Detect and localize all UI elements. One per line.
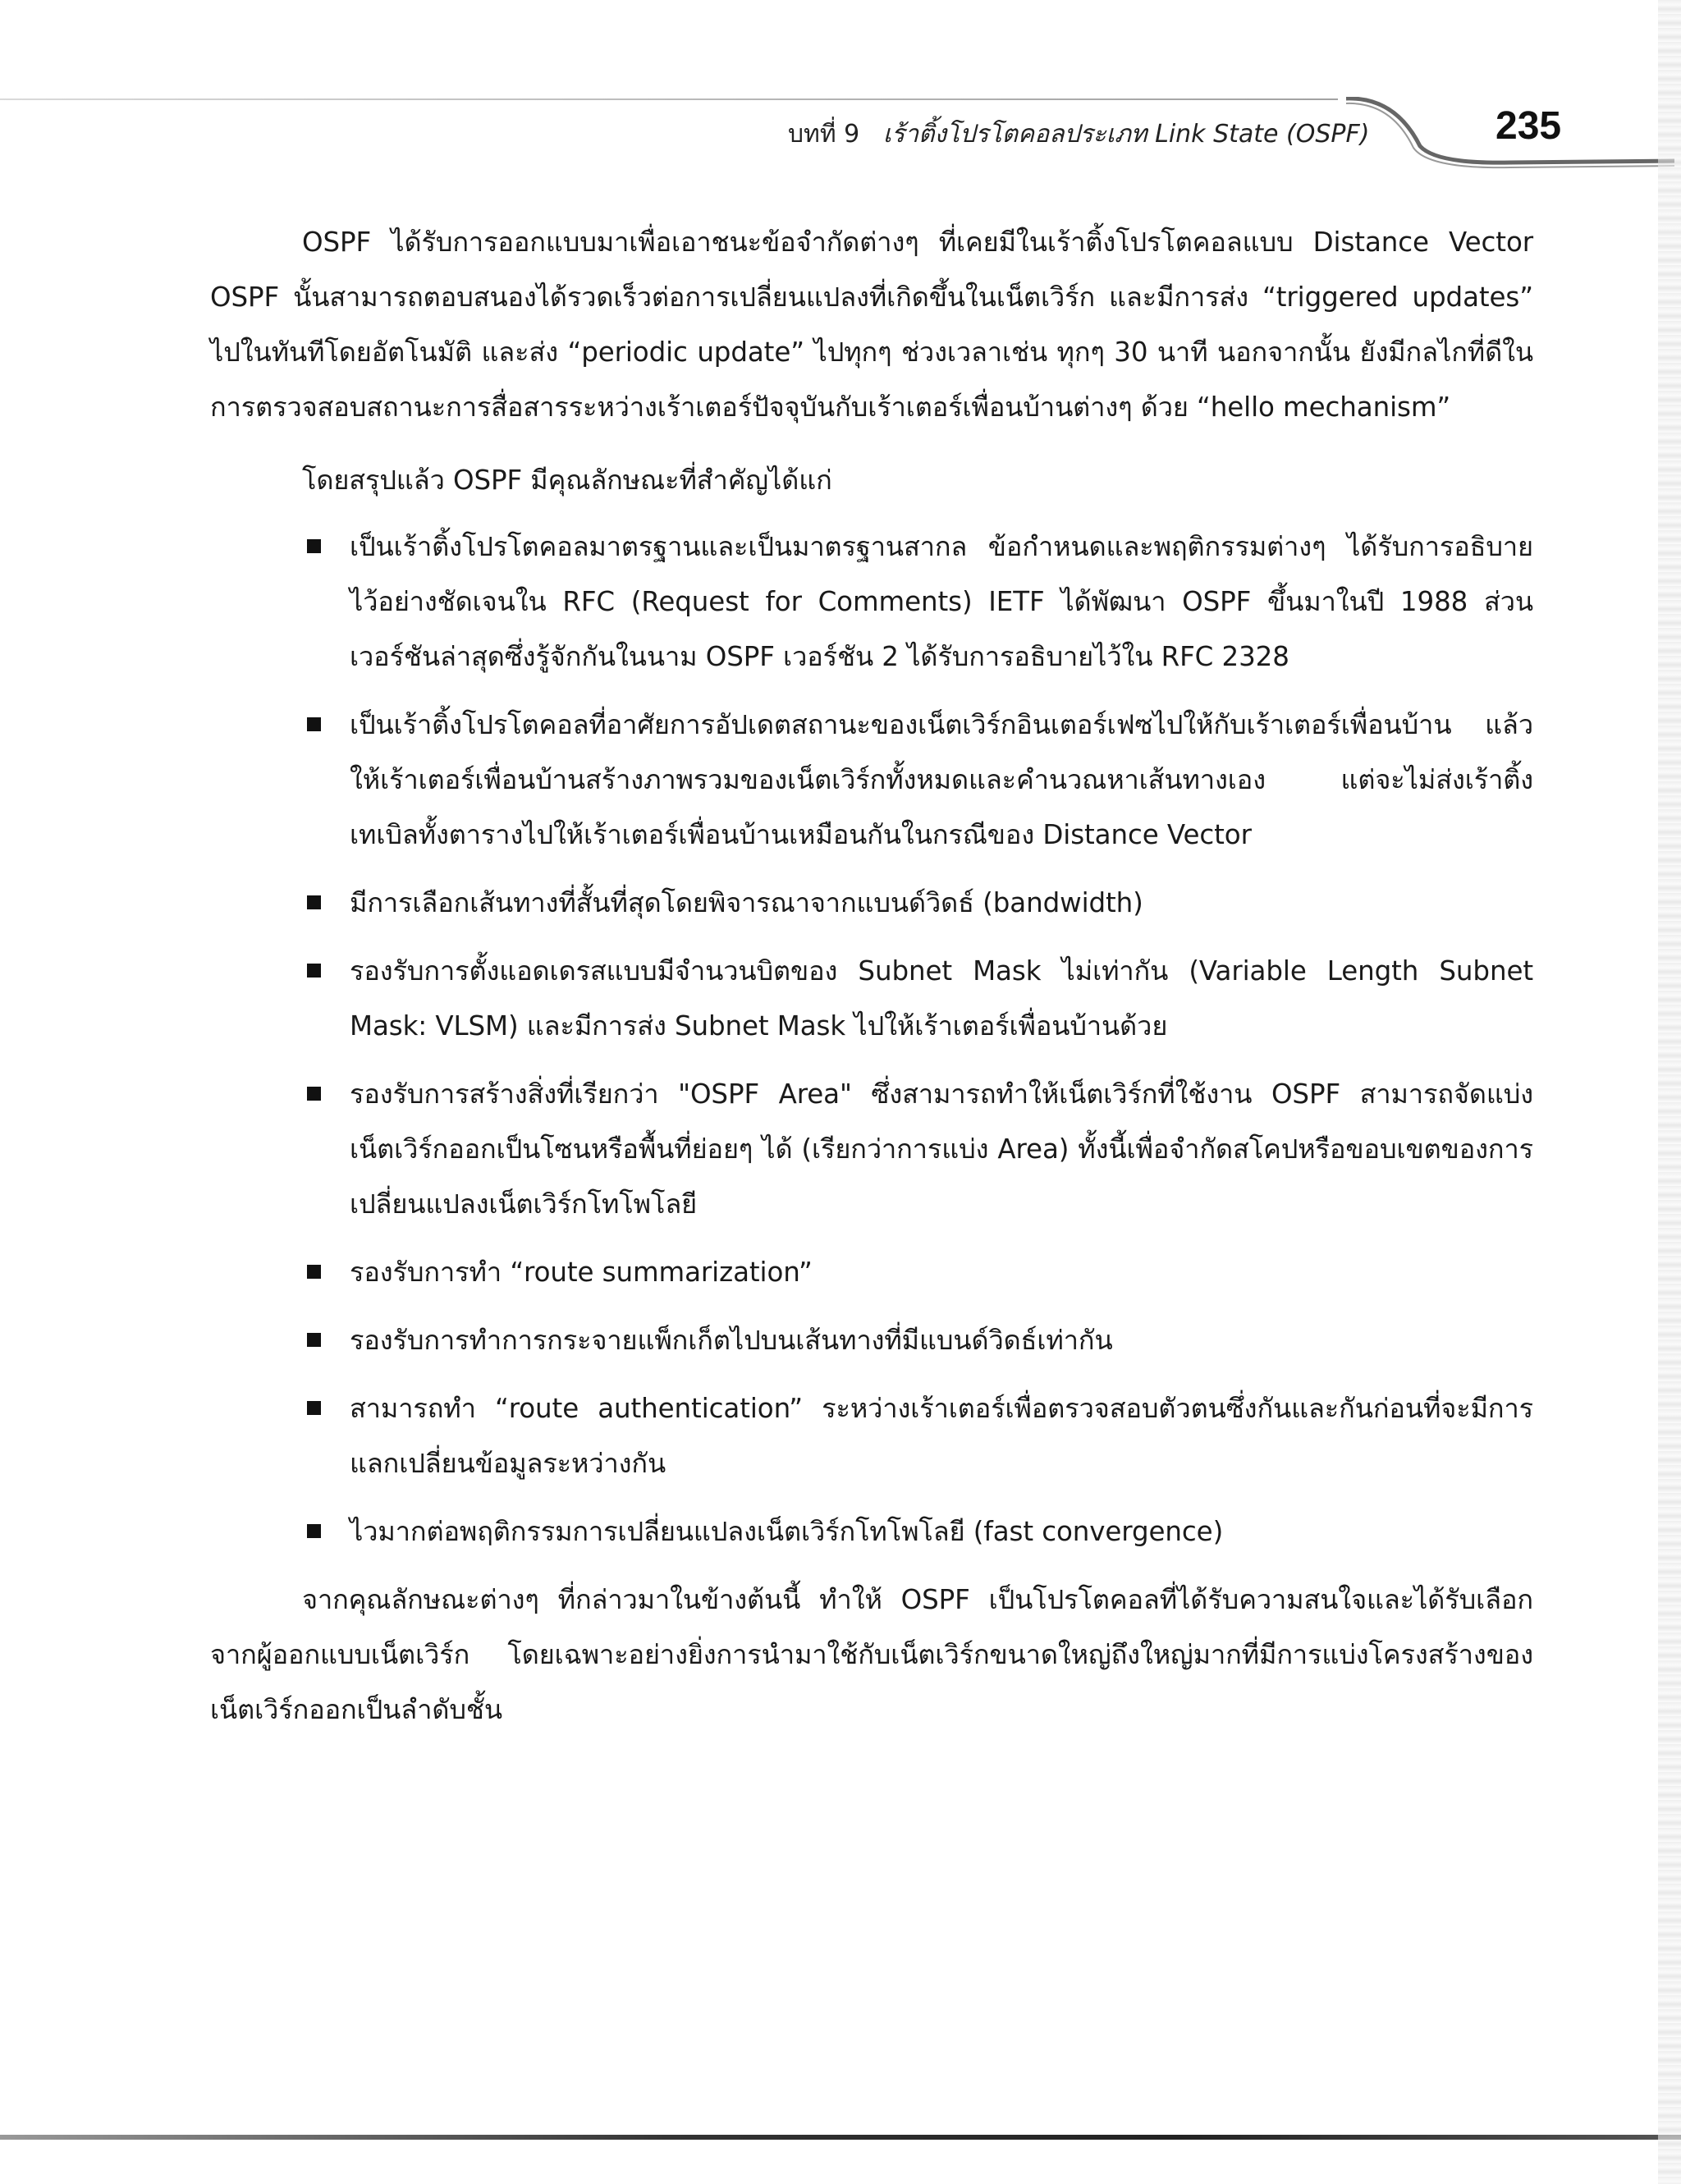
list-item xyxy=(210,1245,1533,1300)
list-item-text: มีการเลือกเส้นทางที่สั้นที่สุดโดยพิจารณาจากแบนด์วิดธ์ (bandwidth) xyxy=(350,887,1143,918)
page-number: 235 xyxy=(1495,104,1562,148)
footer-rule xyxy=(0,2135,1681,2140)
list-item xyxy=(210,1504,1533,1559)
square-bullet-icon xyxy=(307,1087,321,1101)
square-bullet-icon xyxy=(307,539,321,553)
list-item-text: ไวมากต่อพฤติกรรมการเปลี่ยนแปลงเน็ตเวิร์กโทโพโลยี (fast convergence) xyxy=(350,1516,1224,1547)
chapter-title: เร้าติ้งโปรโตคอลประเภท Link State (OSPF) xyxy=(882,120,1370,149)
list-item-text: เป็นเร้าติ้งโปรโตคอลมาตรฐานและเป็นมาตรฐานสากล ข้อกำหนดและพฤติกรรมต่างๆ ได้รับการอธิบายไว้อย่างชัดเจนใน RFC (Request for Comments) IETF ได้พัฒนา OSPF ขึ้นมาในปี 1988 ส่วนเวอร์ชันล่าสุดซึ่งรู้จักกันในนาม OSPF เวอร์ชัน 2 ได้รับการอธิบายไว้ใน RFC 2328 xyxy=(350,531,1533,672)
header-rule xyxy=(0,98,1338,100)
list-item xyxy=(210,698,1533,863)
list-item-text: สามารถทำ “route authentication” ระหว่างเร้าเตอร์เพื่อตรวจสอบตัวตนซึ่งกันและกันก่อนที่จะมีการแลกเปลี่ยนข้อมูลระหว่างกัน xyxy=(350,1393,1533,1479)
page-edge-shading xyxy=(1658,0,1681,2184)
list-item xyxy=(210,944,1533,1054)
body-text xyxy=(210,215,1533,1738)
list-item-text: รองรับการสร้างสิ่งที่เรียกว่า "OSPF Area" ซึ่งสามารถทำให้เน็ตเวิร์กที่ใช้งาน OSPF สามารถจัดแบ่งเน็ตเวิร์กออกเป็นโซนหรือพื้นที่ย่อยๆ ได้ (เรียกว่าการแบ่ง Area) ทั้งนี้เพื่อจำกัดสโคปหรือขอบเขตของการเปลี่ยนแปลงเน็ตเวิร์กโทโพโลยี xyxy=(350,1078,1533,1220)
square-bullet-icon xyxy=(307,964,321,978)
list-item xyxy=(210,1067,1533,1232)
chapter-label: บทที่ 9 xyxy=(788,120,860,149)
intro-paragraph: OSPF ได้รับการออกแบบมาเพื่อเอาชนะข้อจำกัดต่างๆ ที่เคยมีในเร้าติ้งโปรโตคอลแบบ Distance Vector OSPF นั้นสามารถตอบสนองได้รวดเร็วต่อการเปลี่ยนแปลงที่เกิดขึ้นในเน็ตเวิร์ก และมีการส่ง “triggered updates” ไปในทันทีโดยอัตโนมัติ และส่ง “periodic update” ไปทุกๆ ช่วงเวลาเช่น ทุกๆ 30 นาที นอกจากนั้น ยังมีกลไกที่ดีในการตรวจสอบสถานะการสื่อสารระหว่างเร้าเตอร์ปัจจุบันกับเร้าเตอร์เพื่อนบ้านต่างๆ ด้วย “hello mechanism” xyxy=(210,227,1533,423)
list-item xyxy=(210,1381,1533,1491)
square-bullet-icon xyxy=(307,1265,321,1279)
list-item-text: รองรับการทำ “route summarization” xyxy=(350,1257,813,1288)
running-head xyxy=(788,115,1369,153)
list-item-text: รองรับการตั้งแอดเดรสแบบมีจำนวนบิตของ Subnet Mask ไม่เท่ากัน (Variable Length Subnet Mask: VLSM) และมีการส่ง Subnet Mask ไปให้เร้าเตอร์เพื่อนบ้านด้วย xyxy=(350,955,1533,1042)
list-item xyxy=(210,520,1533,685)
closing-paragraph: จากคุณลักษณะต่างๆ ที่กล่าวมาในข้างต้นนี้ ทำให้ OSPF เป็นโปรโตคอลที่ได้รับความสนใจและได้รับเลือกจากผู้ออกแบบเน็ตเวิร์ก โดยเฉพาะอย่างยิ่งการนำมาใช้กับเน็ตเวิร์กขนาดใหญ่ถึงใหญ่มากที่มีการแบ่งโครงสร้างของเน็ตเวิร์กออกเป็นลำดับชั้น xyxy=(210,1584,1533,1725)
square-bullet-icon xyxy=(307,1401,321,1415)
list-item-text: เป็นเร้าติ้งโปรโตคอลที่อาศัยการอัปเดตสถานะของเน็ตเวิร์กอินเตอร์เฟซไปให้กับเร้าเตอร์เพื่อนบ้าน แล้วให้เร้าเตอร์เพื่อนบ้านสร้างภาพรวมของเน็ตเวิร์กทั้งหมดและคำนวณหาเส้นทางเอง แต่จะไม่ส่งเร้าติ้งเทเบิลทั้งตารางไปให้เร้าเตอร์เพื่อนบ้านเหมือนกันในกรณีของ Distance Vector xyxy=(350,709,1533,850)
square-bullet-icon xyxy=(307,717,321,731)
square-bullet-icon xyxy=(307,895,321,909)
square-bullet-icon xyxy=(307,1333,321,1347)
list-item-text: รองรับการทำการกระจายแพ็กเก็ตไปบนเส้นทางที่มีแบนด์วิดธ์เท่ากัน xyxy=(350,1325,1113,1356)
list-item xyxy=(210,876,1533,931)
lead-in-text: โดยสรุปแล้ว OSPF มีคุณลักษณะที่สำคัญได้แก่ xyxy=(302,465,832,496)
square-bullet-icon xyxy=(307,1524,321,1538)
feature-list xyxy=(210,520,1533,1559)
list-item xyxy=(210,1313,1533,1368)
